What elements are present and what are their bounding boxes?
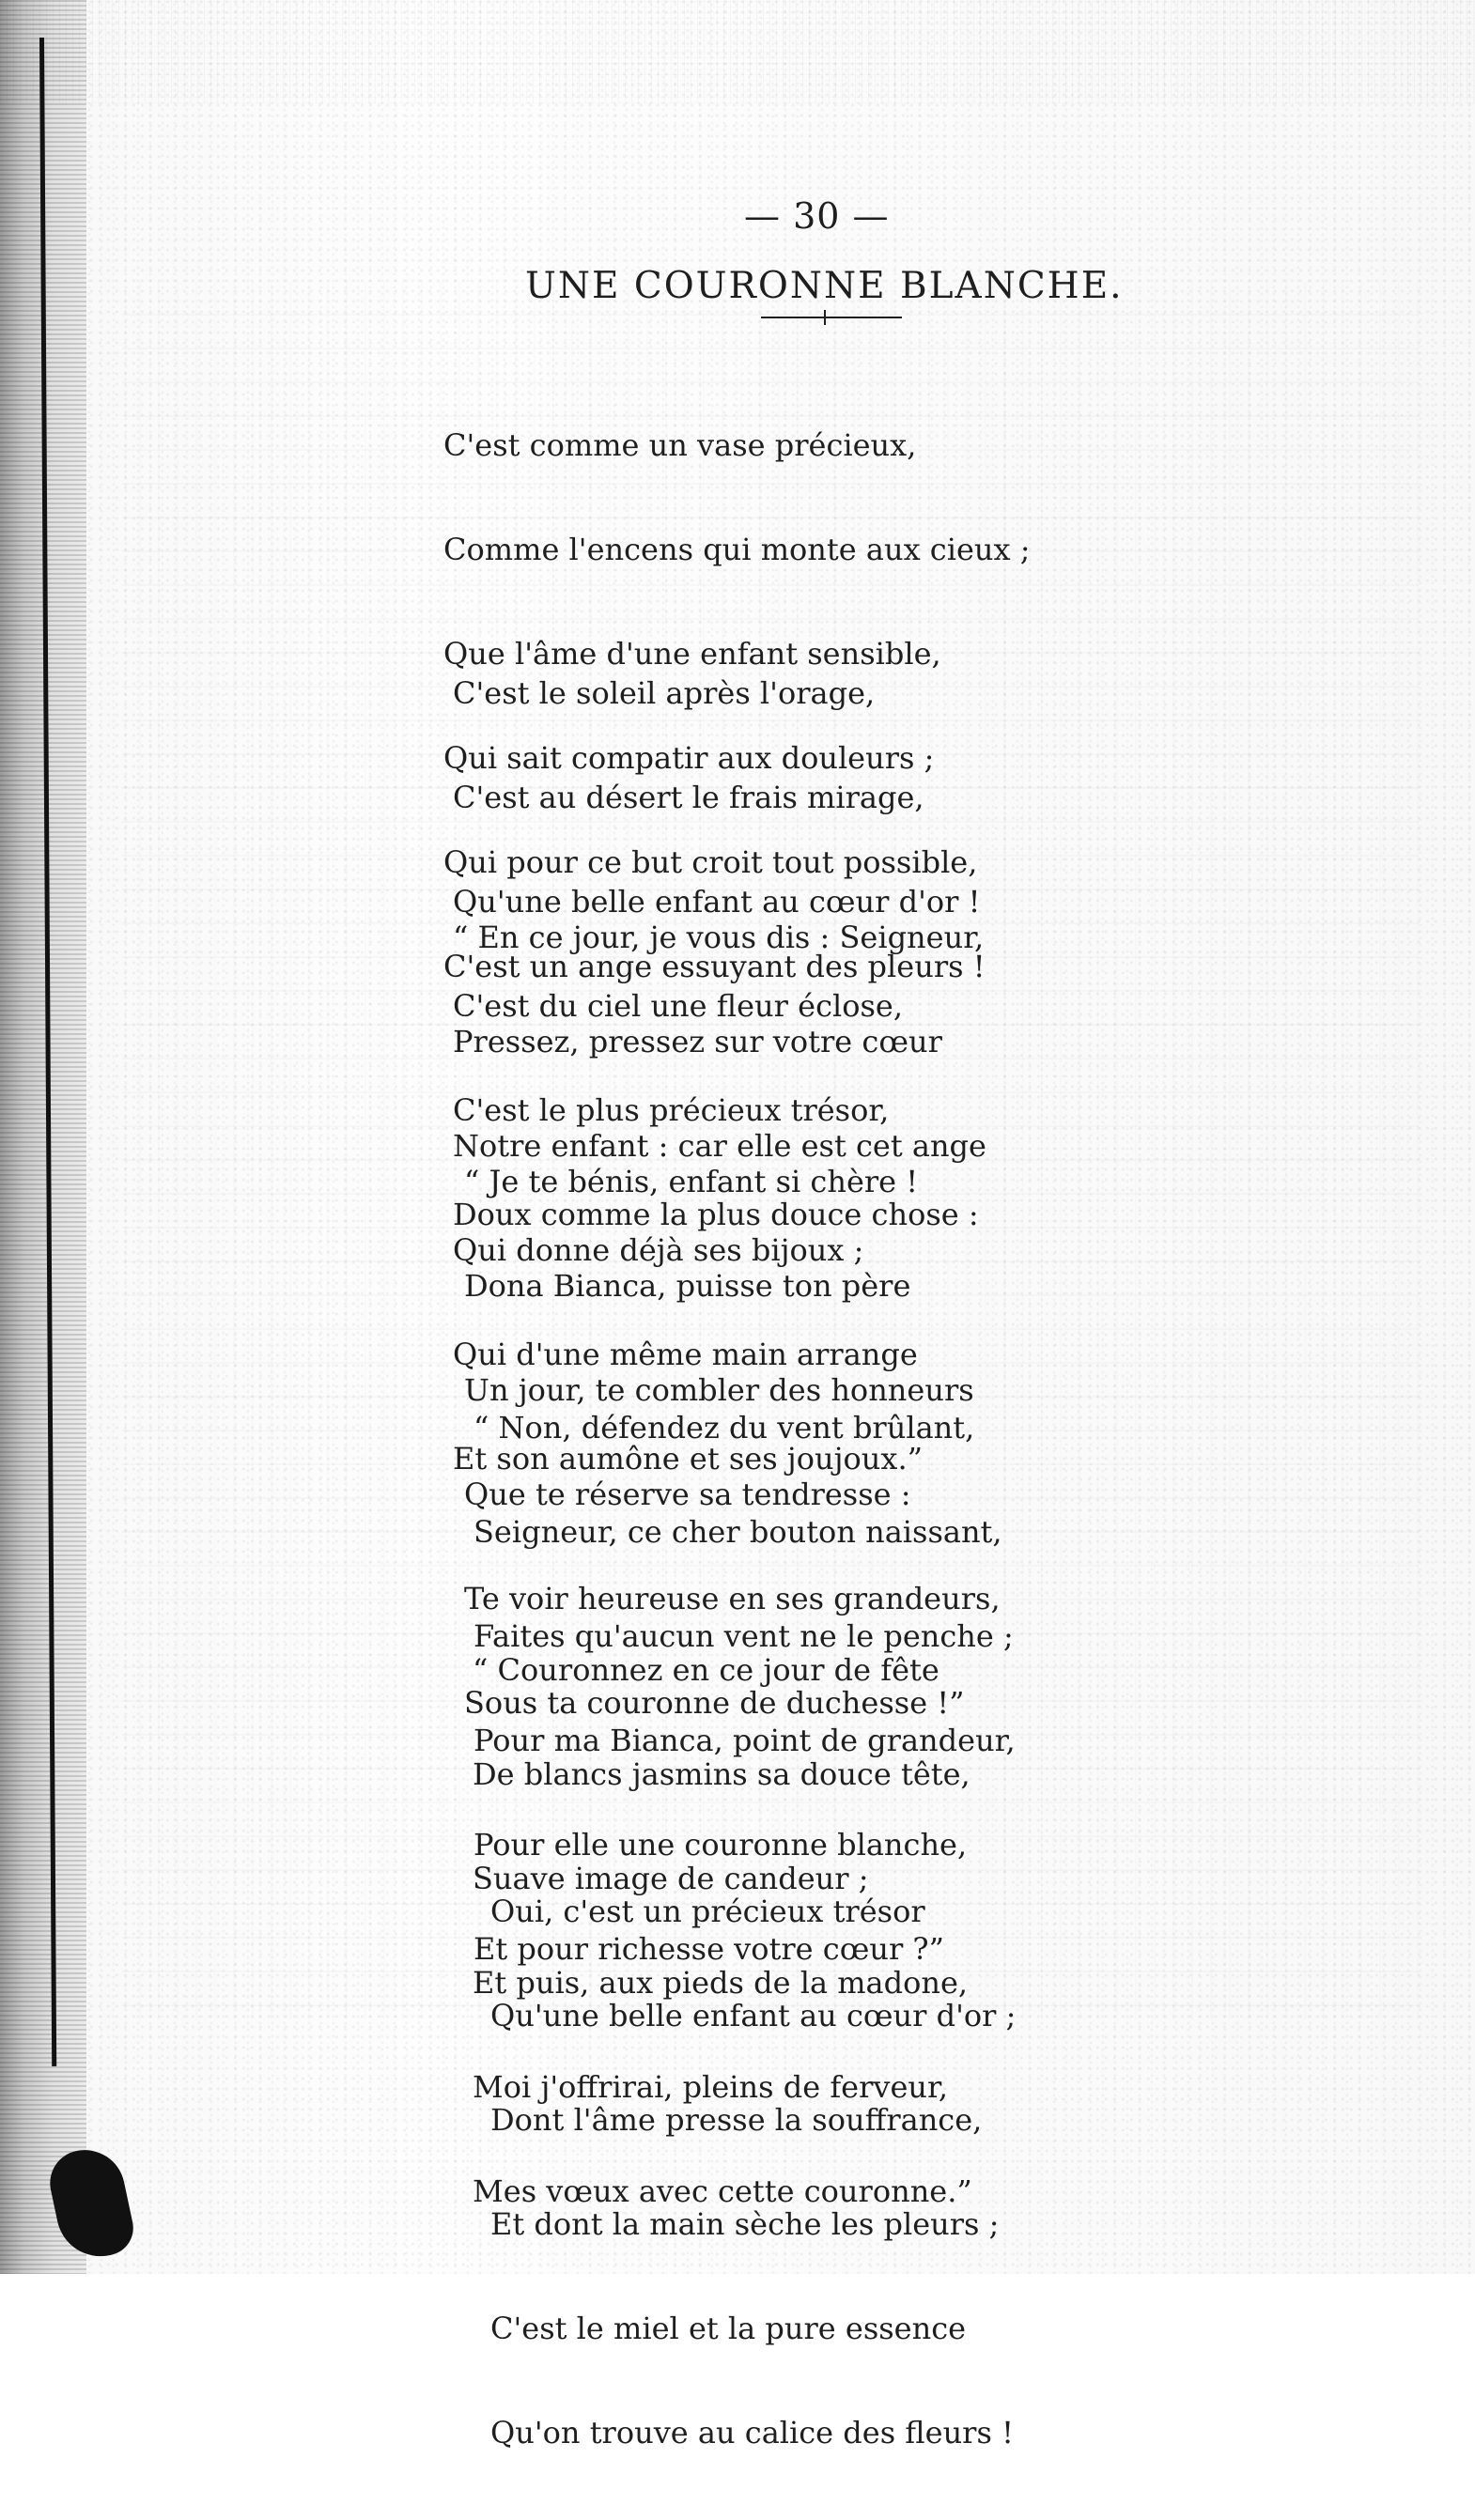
poem-line: Dont l'âme presse la souffrance,	[490, 2102, 983, 2138]
title-ornament-rule	[761, 317, 902, 318]
poem-line: C'est du ciel une fleur éclose,	[453, 988, 904, 1024]
poem-line: Te voir heureuse en ses grandeurs,	[464, 1581, 1001, 1616]
poem-line: Seigneur, ce cher bouton naissant,	[474, 1514, 1002, 1550]
poem-line: Qu'une belle enfant au cœur d'or ;	[490, 1998, 1017, 2033]
poem-line: Pour elle une couronne blanche,	[474, 1827, 968, 1863]
poem-line: Qu'on trouve au calice des fleurs !	[490, 2415, 1014, 2450]
poem-line: Moi j'offrirai, pleins de ferveur,	[473, 2069, 948, 2105]
poem-line: Et dont la main sèche les pleurs ;	[490, 2206, 1000, 2242]
poem-line: “ Non, défendez du vent brûlant,	[474, 1410, 975, 1446]
poem-line: Sous ta couronne de duchesse !”	[464, 1685, 965, 1721]
poem-line: Faites qu'aucun vent ne le penche ;	[474, 1618, 1014, 1654]
poem-line: Et pour richesse votre cœur ?”	[474, 1931, 944, 1967]
scan-noise-top	[0, 0, 1475, 103]
poem-line: C'est le soleil après l'orage,	[453, 675, 876, 711]
poem-line: Doux comme la plus douce chose :	[453, 1197, 979, 1232]
stanza-7	[490, 1825, 1016, 2520]
poem-line: Qui d'une même main arrange	[453, 1337, 918, 1372]
poem-line: C'est au désert le frais mirage,	[453, 780, 924, 815]
poem-line: C'est un ange essuyant des pleurs !	[443, 949, 986, 984]
poem-line: C'est comme un vase précieux,	[443, 427, 917, 463]
page-number: — 30 —	[744, 195, 890, 237]
poem-line: Qu'une belle enfant au cœur d'or !	[453, 884, 981, 920]
poem-line: Que te réserve sa tendresse :	[464, 1476, 911, 1512]
poem-line: Pressez, pressez sur votre cœur	[453, 1024, 942, 1059]
poem-line: Que l'âme d'une enfant sensible,	[443, 636, 941, 672]
poem-line: Et puis, aux pieds de la madone,	[473, 1965, 969, 2001]
poem-line: “ En ce jour, je vous dis : Seigneur,	[453, 920, 985, 955]
poem-line: Un jour, te combler des honneurs	[464, 1372, 974, 1408]
poem-line: C'est le miel et la pure essence	[490, 2311, 967, 2346]
poem-line: Qui sait compatir aux douleurs ;	[443, 740, 935, 776]
poem-line: Oui, c'est un précieux trésor	[490, 1894, 925, 1929]
poem-line: Qui pour ce but croit tout possible,	[443, 844, 978, 880]
poem-line: Comme l'encens qui monte aux cieux ;	[443, 532, 1031, 567]
poem-line: Et son aumône et ses joujoux.”	[453, 1441, 923, 1476]
poem-line: Qui donne déjà ses bijoux ;	[453, 1232, 864, 1268]
poem-line: Notre enfant : car elle est cet ange	[453, 1128, 986, 1164]
poem-line: “ Je te bénis, enfant si chère !	[464, 1164, 919, 1199]
poem-line: Pour ma Bianca, point de grandeur,	[474, 1723, 1016, 1758]
poem-line: Mes vœux avec cette couronne.”	[473, 2173, 972, 2209]
poem-line: Suave image de candeur ;	[473, 1861, 869, 1896]
poem-title: UNE COURONNE BLANCHE.	[525, 265, 1124, 307]
poem-line: Dona Bianca, puisse ton père	[464, 1268, 911, 1304]
poem-line: De blancs jasmins sa douce tête,	[473, 1756, 970, 1792]
poem-line: “ Couronnez en ce jour de fête	[473, 1652, 939, 1688]
poem-line: C'est le plus précieux trésor,	[453, 1092, 890, 1128]
